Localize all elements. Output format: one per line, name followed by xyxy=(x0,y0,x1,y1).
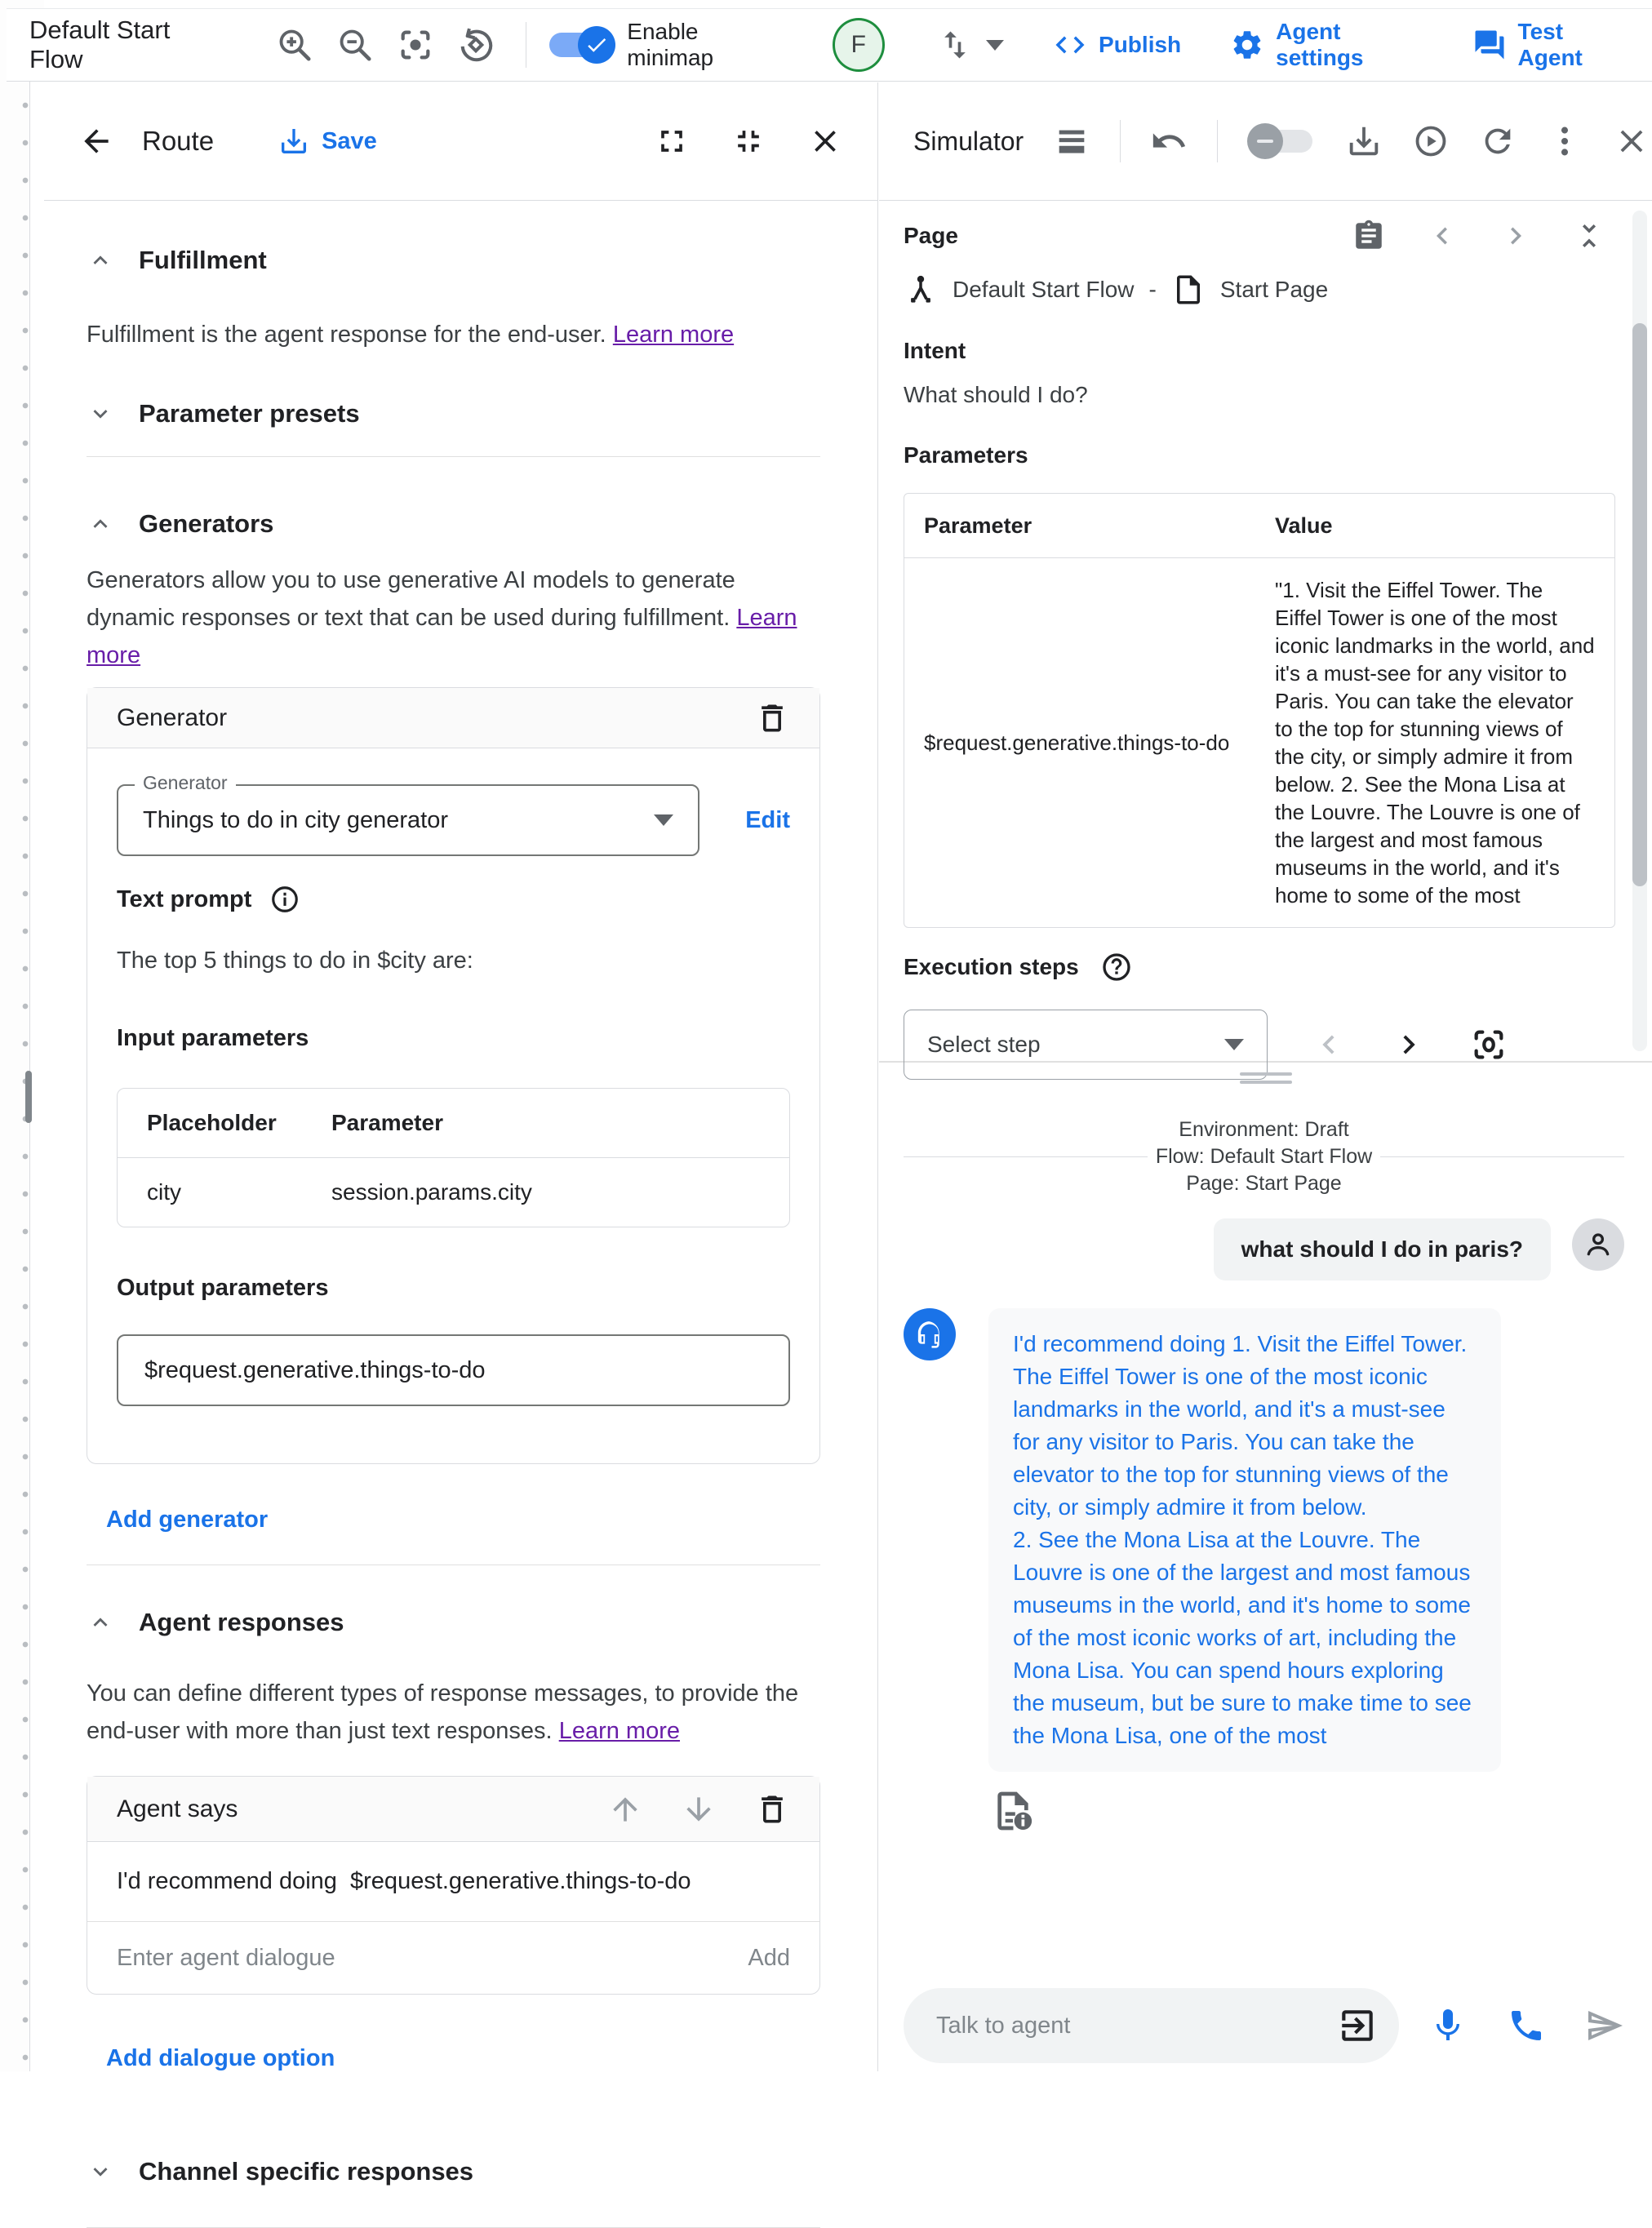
undo-icon[interactable] xyxy=(1150,122,1188,160)
section-agent-responses[interactable]: Agent responses xyxy=(87,1608,820,1637)
divider xyxy=(1217,120,1218,162)
info-icon[interactable] xyxy=(269,884,300,915)
close-icon[interactable] xyxy=(807,123,843,159)
separator: - xyxy=(1148,277,1157,302)
select-step-dropdown[interactable] xyxy=(904,1010,1268,1080)
step-prev-icon[interactable] xyxy=(1310,1026,1348,1063)
execution-steps-label: Execution steps xyxy=(904,954,1079,979)
scrollbar-thumb[interactable] xyxy=(1632,323,1647,886)
fullscreen-icon[interactable] xyxy=(654,123,690,159)
reset-zoom-icon[interactable] xyxy=(457,26,495,64)
sort-versions-button[interactable] xyxy=(937,27,1004,63)
table-header-parameter: Parameter xyxy=(331,1110,443,1135)
generator-card-body xyxy=(87,748,819,1463)
environment-line: Environment: Draft xyxy=(1179,1118,1349,1141)
chat-input-row xyxy=(904,1988,1624,2063)
swap-vert-icon xyxy=(937,27,973,63)
intent-value: What should I do? xyxy=(904,382,1088,407)
generator-select[interactable] xyxy=(117,772,699,856)
simulator-state-section xyxy=(879,201,1652,1063)
divider xyxy=(1120,120,1121,162)
table-header-placeholder: Placeholder xyxy=(147,1110,277,1135)
avatar[interactable]: F xyxy=(833,18,885,72)
current-flow-page-row xyxy=(904,273,1606,307)
submit-input-icon[interactable] xyxy=(1337,2005,1378,2046)
environment-divider xyxy=(904,1116,1624,1197)
center-focus-icon[interactable] xyxy=(397,26,434,64)
talk-to-agent-field[interactable] xyxy=(904,1988,1399,2063)
parameters-table xyxy=(904,493,1615,928)
more-vert-icon[interactable] xyxy=(1546,122,1583,160)
arrow-up-icon[interactable] xyxy=(607,1791,643,1827)
flow-title: Default Start Flow xyxy=(29,16,171,73)
restart-icon[interactable] xyxy=(1479,122,1517,160)
chevron-down-icon xyxy=(654,814,673,826)
agent-message-bubble xyxy=(988,1308,1501,1772)
response-info-icon[interactable] xyxy=(990,1788,1036,1834)
current-page-name[interactable]: Start Page xyxy=(1219,277,1329,302)
gear-icon xyxy=(1230,28,1264,62)
talk-to-agent-input[interactable] xyxy=(936,2013,1337,2039)
route-panel-header xyxy=(44,82,877,201)
publish-button[interactable]: Publish xyxy=(1053,28,1181,62)
save-icon xyxy=(278,125,310,158)
learn-more-link[interactable]: Learn more xyxy=(87,605,797,668)
agent-avatar xyxy=(904,1308,956,1360)
section-fulfillment[interactable]: Fulfillment xyxy=(87,246,820,275)
add-button[interactable]: Add xyxy=(748,1944,790,1971)
parameters-label: Parameters xyxy=(904,442,1028,468)
divider xyxy=(87,456,820,457)
agent-dialogue-input[interactable] xyxy=(117,1945,731,1972)
section-generators[interactable]: Generators xyxy=(87,509,820,539)
help-icon[interactable] xyxy=(1100,951,1133,983)
chevron-up-icon xyxy=(87,510,114,538)
headset-icon xyxy=(913,1318,946,1351)
cell-parameter: $request.generative.things-to-do xyxy=(924,730,1230,755)
save-button[interactable]: Save xyxy=(278,125,377,158)
user-avatar xyxy=(1572,1218,1624,1271)
simulator-header xyxy=(879,82,1652,201)
agent-settings-button[interactable]: Agent settings xyxy=(1230,19,1423,71)
section-parameter-presets[interactable]: Parameter presets xyxy=(87,399,820,428)
learn-more-link[interactable]: Learn more xyxy=(558,1718,680,1744)
microphone-icon[interactable] xyxy=(1428,2006,1468,2045)
code-icon xyxy=(1053,28,1087,62)
output-parameters-label: Output parameters xyxy=(117,1275,329,1301)
input-parameters-table xyxy=(117,1088,790,1227)
generators-description: Generators allow you to use generative AI models to generate dynamic responses or text that can be used during fulfillment. Learn more xyxy=(87,567,797,668)
cell-placeholder: city xyxy=(147,1179,181,1205)
chat-icon xyxy=(1472,28,1507,62)
clipboard-icon[interactable] xyxy=(1352,219,1386,253)
focus-step-icon[interactable] xyxy=(1470,1026,1508,1063)
page-icon xyxy=(1171,273,1206,307)
edit-generator-link[interactable]: Edit xyxy=(745,806,790,833)
table-row[interactable] xyxy=(118,1158,789,1227)
header-parameter: Parameter xyxy=(924,513,1032,538)
simulator-panel xyxy=(879,82,1652,2071)
person-icon xyxy=(1582,1228,1614,1261)
route-panel xyxy=(44,82,878,2186)
close-icon[interactable] xyxy=(1613,122,1650,160)
flow-line: Flow: Default Start Flow xyxy=(1155,1145,1373,1168)
divider xyxy=(87,1564,820,1565)
generator-card-header: Generator xyxy=(87,688,819,748)
header-value: Value xyxy=(1275,513,1333,538)
trash-icon[interactable] xyxy=(754,700,790,736)
add-dialogue-option-link[interactable]: Add dialogue option xyxy=(106,2045,335,2071)
table-header-row xyxy=(118,1089,789,1158)
conversation-section xyxy=(879,1063,1652,2071)
route-panel-title: Route xyxy=(142,126,215,156)
output-parameter-field[interactable]: $request.generative.things-to-do xyxy=(117,1334,790,1406)
chevron-down-icon xyxy=(1224,1039,1244,1050)
user-message-bubble: what should I do in paris? xyxy=(1214,1218,1551,1280)
generator-card xyxy=(87,687,820,1464)
fulfillment-description: Fulfillment is the agent response for the end-user. Learn more xyxy=(87,322,735,348)
back-arrow-icon[interactable] xyxy=(78,123,114,159)
generator-select-label: Generator xyxy=(135,772,236,794)
agent-dialogue-input-row xyxy=(87,1922,819,1994)
arrow-down-icon[interactable] xyxy=(681,1791,717,1827)
generator-select-value: Things to do in city generator xyxy=(143,806,448,833)
table-header-row xyxy=(904,494,1614,558)
chevron-down-icon xyxy=(87,2158,114,2186)
play-icon[interactable] xyxy=(1412,122,1450,160)
minus-icon xyxy=(1257,140,1273,143)
phone-icon[interactable] xyxy=(1507,2006,1546,2045)
collapse-icon[interactable] xyxy=(1572,219,1606,253)
chevron-up-icon xyxy=(87,1609,114,1636)
chevron-down-icon xyxy=(87,400,114,428)
zoom-out-icon[interactable] xyxy=(336,26,374,64)
page-line: Page: Start Page xyxy=(1186,1172,1342,1195)
chevron-down-icon xyxy=(986,40,1004,51)
panel-resize-handle[interactable] xyxy=(25,1071,32,1123)
top-toolbar xyxy=(7,8,1652,82)
table-row xyxy=(904,558,1614,927)
route-panel-body xyxy=(44,201,877,2228)
trash-icon[interactable] xyxy=(754,1791,790,1827)
panel-layout-icon[interactable] xyxy=(1053,122,1090,160)
test-agent-button[interactable]: Test Agent xyxy=(1472,19,1624,71)
cell-parameter: session.params.city xyxy=(331,1179,532,1205)
flow-icon xyxy=(904,273,938,307)
zoom-in-icon[interactable] xyxy=(276,26,313,64)
cell-value: "1. Visit the Eiffel Tower. The Eiffel Tower is one of the most iconic landmarks in the world, and it's a must-see for any visitor to Paris. You can take the elevator to the top for stunning views of the city, or simply admire it from below. 2. See the Mona Lisa at the Louvre. The Louvre is one of the largest and most famous museums in the world, and it's home to some of the most xyxy=(1275,578,1595,908)
agent-message-part2: 2. See the Mona Lisa at the Louvre. The Louvre is one of the largest and most famous museums in the world, and it's home to some of the most iconic works of art, including the Mona Lisa. You can spend hours exploring the museum, but be sure to make time to see the Mona Lisa, one of the most xyxy=(1013,1527,1472,1748)
user-message-row xyxy=(904,1218,1624,1280)
simulator-toggle[interactable] xyxy=(1247,125,1316,158)
learn-more-link[interactable]: Learn more xyxy=(612,322,735,348)
save-conversation-icon[interactable] xyxy=(1345,122,1383,160)
fullscreen-exit-icon[interactable] xyxy=(731,123,766,159)
agent-responses-description: You can define different types of response messages, to provide the end-user with more than just text responses. Learn more xyxy=(87,1680,799,1744)
chevron-up-icon xyxy=(87,246,114,274)
add-generator-link[interactable]: Add generator xyxy=(106,1507,269,1533)
agent-says-value[interactable]: I'd recommend doing $request.generative.things-to-do xyxy=(87,1842,819,1922)
chevron-left-icon[interactable] xyxy=(1425,219,1459,253)
minimap-toggle-label: Enable minimap xyxy=(627,19,714,70)
select-step-value: Select step xyxy=(927,1032,1041,1057)
page-label: Page xyxy=(904,223,958,248)
current-flow-name[interactable]: Default Start Flow xyxy=(953,277,1135,302)
simulator-title: Simulator xyxy=(913,126,1024,156)
section-channel-specific-responses[interactable]: Channel specific responses xyxy=(87,2157,820,2186)
chevron-right-icon[interactable] xyxy=(1499,219,1533,253)
text-prompt-label: Text prompt xyxy=(117,885,252,912)
agent-message-part1: I'd recommend doing 1. Visit the Eiffel Tower. The Eiffel Tower is one of the most iconic landmarks in the world, and it's a must-see for any visitor to Paris. You can take the elevator to the top for stunning views of the city, or simply admire it from below. xyxy=(1013,1331,1468,1520)
step-next-icon[interactable] xyxy=(1390,1026,1428,1063)
text-prompt-value: The top 5 things to do in $city are: xyxy=(117,948,473,974)
agent-says-header: Agent says xyxy=(87,1777,819,1842)
input-parameters-label: Input parameters xyxy=(117,1025,309,1051)
send-icon[interactable] xyxy=(1585,2006,1624,2045)
intent-label: Intent xyxy=(904,338,966,363)
agent-says-card xyxy=(87,1776,820,1995)
agent-message-row xyxy=(904,1308,1624,1772)
minimap-toggle[interactable] xyxy=(546,29,616,61)
section-drag-handle[interactable] xyxy=(1240,1072,1292,1089)
